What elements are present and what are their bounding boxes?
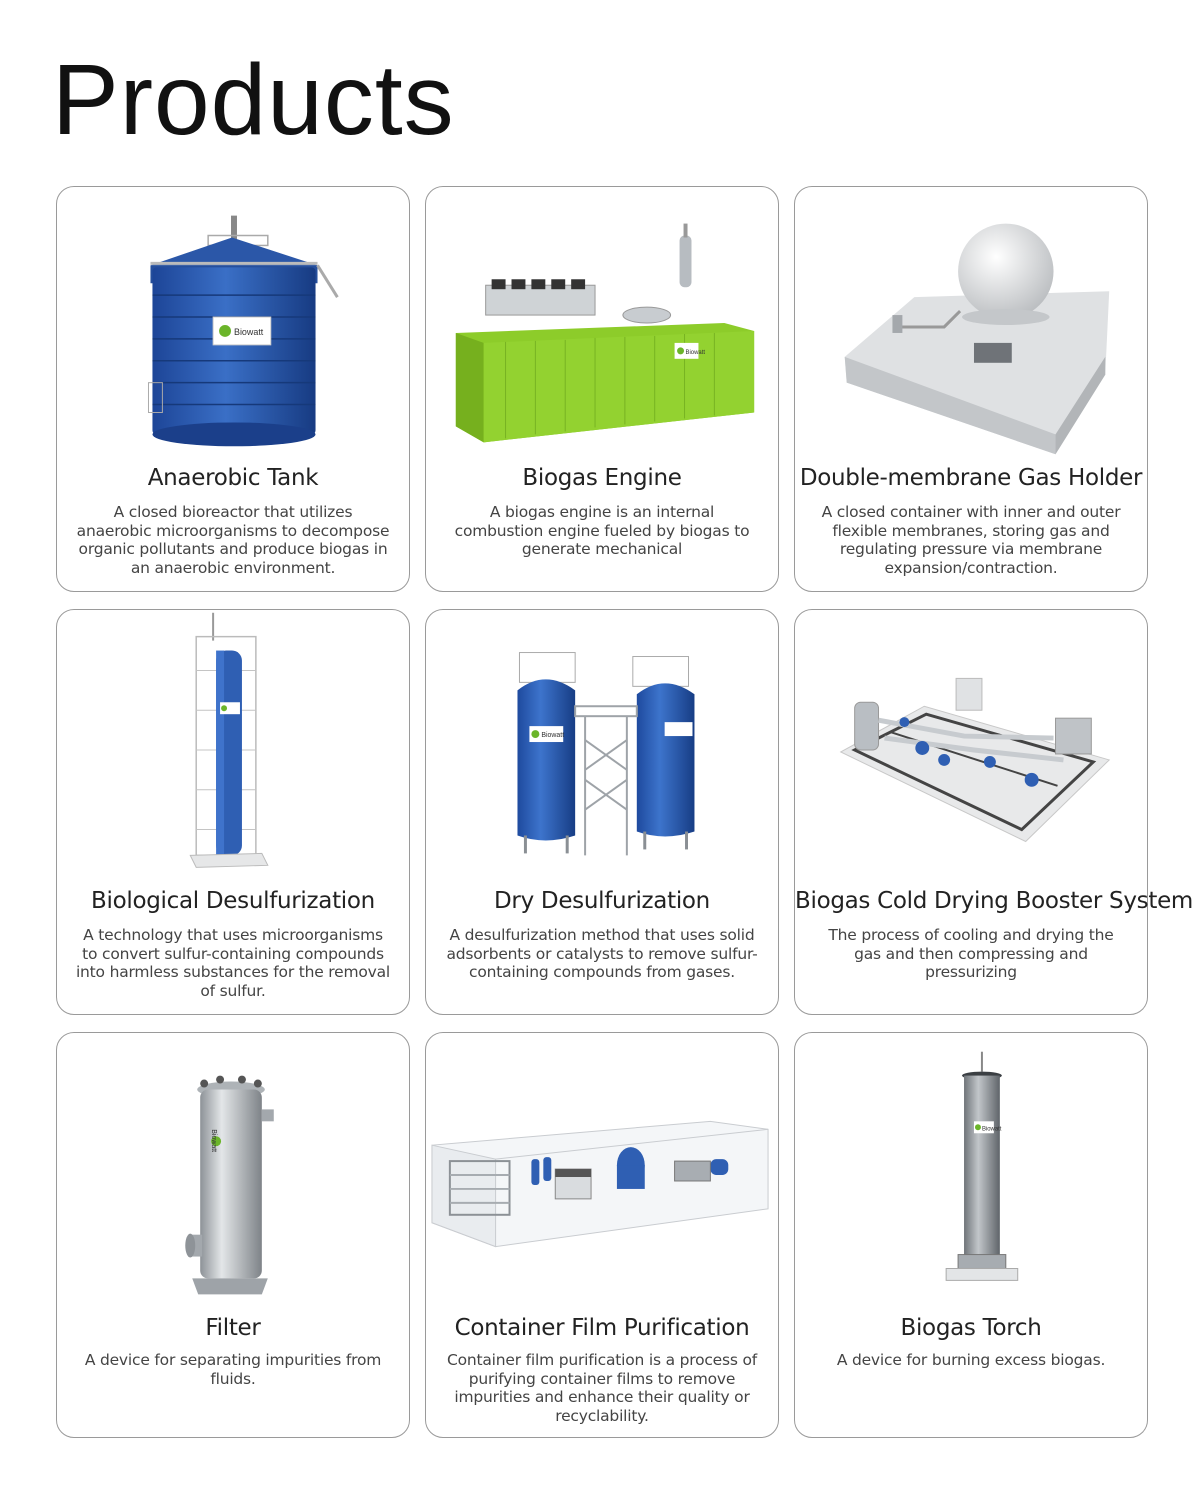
product-description: The process of cooling and drying the gas and then compressing and pressurizing: [828, 926, 1114, 981]
product-title: Biogas Torch: [900, 1315, 1042, 1341]
vessel-brand-label: Biowatt: [541, 732, 565, 740]
product-card-gas-holder[interactable]: [794, 186, 1148, 592]
dry-desulfurization-image: [426, 610, 778, 886]
product-description: A desulfurization method that uses solid adsorbents or catalysts to remove sulfur-containing compounds from gases.: [446, 926, 758, 981]
product-description: A device for burning excess biogas.: [836, 1351, 1106, 1369]
product-description: A closed bioreactor that utilizes anaerobic microorganisms to decompose organic pollutants and produce biogas in an anaerobic environment.: [76, 503, 390, 577]
biogas-torch-image: [795, 1033, 1147, 1323]
product-card-biogas-torch[interactable]: [794, 1032, 1148, 1438]
product-title: Anaerobic Tank: [147, 465, 319, 491]
product-title: Container Film Purification: [454, 1315, 750, 1341]
product-title: Biogas Cold Drying Booster System: [795, 888, 1194, 914]
container-film-purification-image: [426, 1033, 778, 1323]
biological-desulfurization-image: [57, 610, 409, 886]
product-title: Dry Desulfurization: [494, 888, 710, 914]
product-card-dry-desulfurization[interactable]: [425, 609, 779, 1015]
cold-drying-booster-image: [795, 610, 1147, 886]
page-title: Products: [52, 44, 455, 156]
product-description: A device for separating impurities from fluids.: [84, 1351, 382, 1388]
product-title: Double-membrane Gas Holder: [799, 465, 1143, 491]
product-description: A technology that uses microorganisms to convert sulfur-containing compounds into harmless substances for the removal of sulfur.: [75, 926, 391, 1000]
product-description: Container film purification is a process of purifying container films to remove impurities and enhance their quality or recyclability.: [446, 1351, 758, 1425]
product-title: Biological Desulfurization: [91, 888, 375, 914]
product-card-filter[interactable]: [56, 1032, 410, 1438]
product-card-biogas-engine[interactable]: [425, 186, 779, 592]
gas-holder-image: [795, 187, 1147, 463]
anaerobic-tank-image: [57, 187, 409, 463]
tank-brand-label: Biowatt: [233, 326, 264, 337]
filter-image: [57, 1033, 409, 1323]
product-card-container-film-purification[interactable]: [425, 1032, 779, 1438]
engine-brand-label: Biowatt: [685, 349, 706, 356]
product-title: Biogas Engine: [522, 465, 682, 491]
product-card-cold-drying-booster[interactable]: [794, 609, 1194, 1015]
torch-brand-label: Biowatt: [981, 1126, 1002, 1133]
product-description: A closed container with inner and outer flexible membranes, storing gas and regulating pressure via membrane expansion/contraction.: [821, 503, 1121, 577]
filter-brand-label: Biowatt: [210, 1129, 218, 1153]
product-grid: [56, 186, 1194, 1438]
product-card-anaerobic-tank[interactable]: [56, 186, 410, 592]
product-description: A biogas engine is an internal combustion engine fueled by biogas to generate mechanical: [454, 503, 750, 558]
biogas-engine-image: [426, 187, 778, 463]
product-title: Filter: [205, 1315, 261, 1341]
product-card-biological-desulfurization[interactable]: [56, 609, 410, 1015]
